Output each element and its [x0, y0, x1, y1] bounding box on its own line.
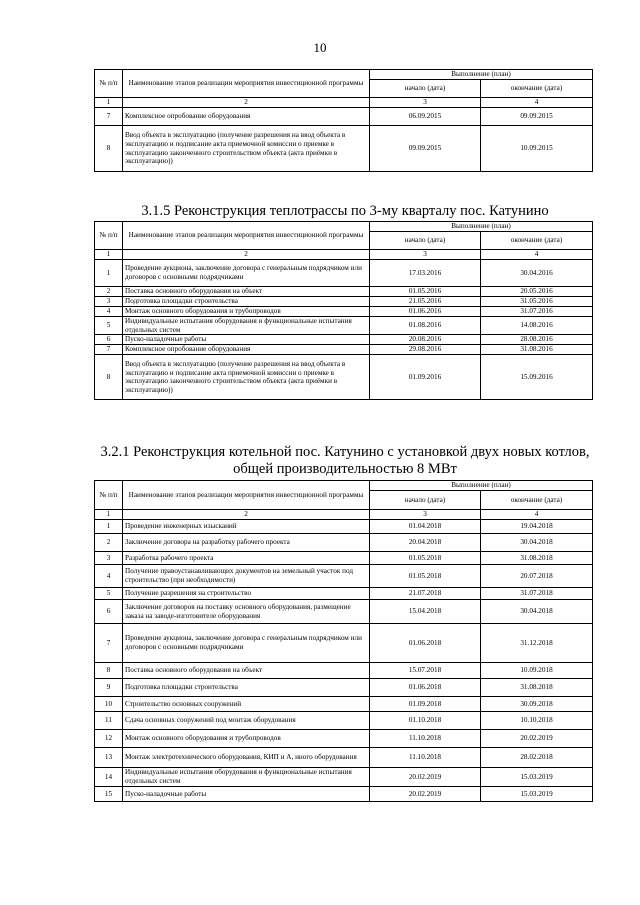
column-index: 4	[481, 98, 593, 108]
start-date: 01.06.2018	[370, 679, 481, 697]
table-row	[95, 768, 593, 787]
section-title-3-2-1: 3.2.1 Реконструкция котельной пос. Катунино с установкой двух новых котлов, общей производительностью 8 МВт	[100, 444, 590, 477]
stage-name: Получение разрешения на строительство	[123, 588, 370, 600]
end-date: 31.12.2018	[481, 624, 593, 663]
column-index: 3	[370, 98, 481, 108]
header-stage-name: Наименование этапов реализации мероприятия инвестиционной программы	[123, 70, 370, 98]
end-date: 28.02.2018	[481, 748, 593, 768]
table-row	[95, 355, 593, 400]
header-start: начало (дата)	[370, 491, 481, 510]
start-date: 21.07.2018	[370, 588, 481, 600]
header-num: № п/п	[95, 481, 123, 510]
header-end: окончание (дата)	[481, 232, 593, 250]
table-row	[95, 697, 593, 712]
start-date: 11.10.2018	[370, 748, 481, 768]
column-index: 4	[481, 510, 593, 520]
end-date: 31.08.2018	[481, 679, 593, 697]
stage-name: Поставка основного оборудования на объект	[123, 287, 370, 297]
stage-name: Ввод объекта в эксплуатацию (получение разрешения на ввод объекта в эксплуатацию и подписание акта приемочной комиссии о приемке в эксплуатацию законченного строительством объекта (акта приёмки в эксплуатацию))	[123, 126, 370, 172]
start-date: 09.09.2015	[370, 126, 481, 172]
header-end: окончание (дата)	[481, 491, 593, 510]
row-number: 1	[95, 260, 123, 287]
end-date: 31.08.2016	[481, 345, 593, 355]
header-start: начало (дата)	[370, 232, 481, 250]
start-date: 06.09.2015	[370, 108, 481, 126]
row-number: 7	[95, 345, 123, 355]
end-date: 30.04.2016	[481, 260, 593, 287]
end-date: 15.03.2019	[481, 787, 593, 802]
row-number: 10	[95, 697, 123, 712]
table-row	[95, 260, 593, 287]
stage-name: Строительство основных сооружений	[123, 697, 370, 712]
table-row	[95, 534, 593, 552]
end-date: 28.08.2016	[481, 335, 593, 345]
stage-name: Заключение договоров на поставку основного оборудования, размещение заказа на заводе-изготовителе оборудования	[123, 600, 370, 624]
schedule-table-1	[94, 69, 593, 172]
end-date: 19.04.2018	[481, 520, 593, 534]
table-row	[95, 712, 593, 730]
stage-name: Комплексное опробование оборудования	[123, 108, 370, 126]
start-date: 01.09.2016	[370, 355, 481, 400]
header-num: № п/п	[95, 70, 123, 98]
stage-name: Ввод объекта в эксплуатацию (получение разрешения на ввод объекта в эксплуатацию и подписание акта приемочной комиссии о приемке в эксплуатацию законченного строительством объекта (акта приёмки в эксплуатацию))	[123, 355, 370, 400]
start-date: 01.06.2018	[370, 624, 481, 663]
table-row	[95, 307, 593, 317]
end-date: 30.09.2018	[481, 697, 593, 712]
page-number: 10	[313, 40, 327, 55]
header-start: начало (дата)	[370, 80, 481, 98]
row-number: 12	[95, 730, 123, 748]
row-number: 3	[95, 297, 123, 307]
header-stage-name: Наименование этапов реализации мероприятия инвестиционной программы	[123, 481, 370, 510]
column-index: 2	[123, 98, 370, 108]
table-row	[95, 588, 593, 600]
start-date: 01.05.2018	[370, 552, 481, 565]
column-index: 1	[95, 510, 123, 520]
start-date: 11.10.2018	[370, 730, 481, 748]
end-date: 10.09.2018	[481, 663, 593, 679]
start-date: 01.08.2016	[370, 317, 481, 335]
end-date: 20.05.2016	[481, 287, 593, 297]
stage-name: Монтаж основного оборудования и трубопроводов	[123, 307, 370, 317]
row-number: 4	[95, 565, 123, 588]
header-execution: Выполнение (план)	[370, 70, 593, 80]
row-number: 6	[95, 335, 123, 345]
end-date: 15.03.2019	[481, 768, 593, 787]
start-date: 15.04.2018	[370, 600, 481, 624]
stage-name: Подготовка площадки строительства	[123, 679, 370, 697]
start-date: 21.05.2016	[370, 297, 481, 307]
header-execution: Выполнение (план)	[370, 222, 593, 232]
stage-name: Пуско-наладочные работы	[123, 787, 370, 802]
row-number: 2	[95, 287, 123, 297]
stage-name: Проведение инженерных изысканий	[123, 520, 370, 534]
column-index: 1	[95, 98, 123, 108]
table-row	[95, 600, 593, 624]
end-date: 31.08.2018	[481, 552, 593, 565]
header-stage-name: Наименование этапов реализации мероприятия инвестиционной программы	[123, 222, 370, 250]
stage-name: Проведение аукциона, заключение договора с генеральным подрядчиком или договоров с основными подрядчиками	[123, 260, 370, 287]
table-row	[95, 787, 593, 802]
row-number: 7	[95, 108, 123, 126]
end-date: 14.08.2016	[481, 317, 593, 335]
table-row	[95, 126, 593, 172]
row-number: 9	[95, 679, 123, 697]
row-number: 5	[95, 588, 123, 600]
column-index: 2	[123, 510, 370, 520]
end-date: 31.07.2016	[481, 307, 593, 317]
column-index: 3	[370, 250, 481, 260]
row-number: 11	[95, 712, 123, 730]
table-row	[95, 297, 593, 307]
start-date: 20.08.2016	[370, 335, 481, 345]
table-row	[95, 748, 593, 768]
end-date: 31.05.2016	[481, 297, 593, 307]
row-number: 13	[95, 748, 123, 768]
start-date: 01.04.2018	[370, 520, 481, 534]
schedule-table-2	[94, 221, 593, 400]
table-row	[95, 679, 593, 697]
stage-name: Сдача основных сооружений под монтаж оборудования	[123, 712, 370, 730]
end-date: 30.04.2018	[481, 534, 593, 552]
stage-name: Индивидуальные испытания оборудования и функциональные испытания отдельных систем	[123, 768, 370, 787]
row-number: 4	[95, 307, 123, 317]
table-row	[95, 730, 593, 748]
header-end: окончание (дата)	[481, 80, 593, 98]
column-index: 3	[370, 510, 481, 520]
start-date: 01.06.2016	[370, 307, 481, 317]
stage-name: Поставка основного оборудования на объект	[123, 663, 370, 679]
column-index: 1	[95, 250, 123, 260]
table-row	[95, 663, 593, 679]
table-row	[95, 287, 593, 297]
table-row	[95, 624, 593, 663]
end-date: 15.09.2016	[481, 355, 593, 400]
stage-name: Заключение договора на разработку рабочего проекта	[123, 534, 370, 552]
table-row	[95, 552, 593, 565]
start-date: 20.02.2019	[370, 768, 481, 787]
start-date: 15.07.2018	[370, 663, 481, 679]
section-title-3-1-5: 3.1.5 Реконструкция теплотрассы по 3-му кварталу пос. Катунино	[141, 203, 549, 219]
column-index: 4	[481, 250, 593, 260]
end-date: 20.02.2019	[481, 730, 593, 748]
row-number: 7	[95, 624, 123, 663]
start-date: 01.10.2018	[370, 712, 481, 730]
end-date: 10.09.2015	[481, 126, 593, 172]
end-date: 20.07.2018	[481, 565, 593, 588]
stage-name: Индивидуальные испытания оборудования и функциональные испытания отдельных систем	[123, 317, 370, 335]
start-date: 20.04.2018	[370, 534, 481, 552]
start-date: 01.05.2016	[370, 287, 481, 297]
row-number: 8	[95, 126, 123, 172]
table-row	[95, 565, 593, 588]
row-number: 8	[95, 663, 123, 679]
header-execution: Выполнение (план)	[370, 481, 593, 491]
stage-name: Комплексное опробование оборудования	[123, 345, 370, 355]
table-row	[95, 317, 593, 335]
stage-name: Монтаж основного оборудования и трубопроводов	[123, 730, 370, 748]
table-row	[95, 345, 593, 355]
stage-name: Получение правоустанавливающих документов на земельный участок под строительство (при необходимости)	[123, 565, 370, 588]
start-date: 20.02.2019	[370, 787, 481, 802]
stage-name: Подготовка площадки строительства	[123, 297, 370, 307]
stage-name: Пуско-наладочные работы	[123, 335, 370, 345]
stage-name: Проведение аукциона, заключение договора с генеральным подрядчиком или договоров с основными подрядчиками	[123, 624, 370, 663]
row-number: 3	[95, 552, 123, 565]
start-date: 17.03.2016	[370, 260, 481, 287]
row-number: 8	[95, 355, 123, 400]
stage-name: Разработка рабочего проекта	[123, 552, 370, 565]
row-number: 14	[95, 768, 123, 787]
end-date: 09.09.2015	[481, 108, 593, 126]
row-number: 6	[95, 600, 123, 624]
end-date: 31.07.2018	[481, 588, 593, 600]
row-number: 5	[95, 317, 123, 335]
row-number: 1	[95, 520, 123, 534]
row-number: 2	[95, 534, 123, 552]
header-num: № п/п	[95, 222, 123, 250]
row-number: 15	[95, 787, 123, 802]
end-date: 30.04.2018	[481, 600, 593, 624]
start-date: 29.08.2016	[370, 345, 481, 355]
schedule-table-3	[94, 480, 593, 802]
start-date: 01.09.2018	[370, 697, 481, 712]
end-date: 10.10.2018	[481, 712, 593, 730]
table-row	[95, 108, 593, 126]
table-row	[95, 520, 593, 534]
table-row	[95, 335, 593, 345]
column-index: 2	[123, 250, 370, 260]
start-date: 01.05.2018	[370, 565, 481, 588]
stage-name: Монтаж электротехнического оборудования, КИП и А, иного оборудования	[123, 748, 370, 768]
